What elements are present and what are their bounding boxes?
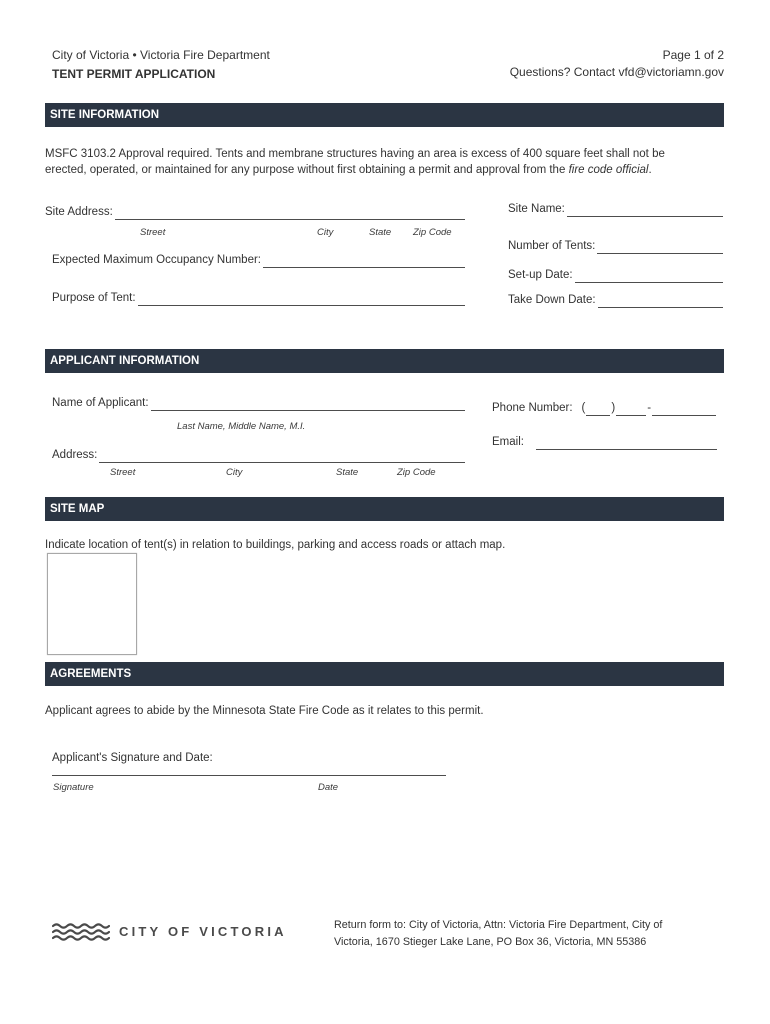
site-name-row <box>508 201 723 217</box>
phone-number-label: Phone Number: <box>492 402 573 414</box>
applicant-address-zip-caption: Zip Code <box>397 467 436 478</box>
purpose-input[interactable] <box>138 291 465 306</box>
takedown-date-input[interactable] <box>598 293 723 308</box>
site-address-state-caption: State <box>369 227 392 238</box>
site-address-zip-caption: Zip Code <box>413 227 452 238</box>
site-map-instruction: Indicate location of tent(s) in relation to buildings, parking and access roads or attach map. <box>45 539 506 551</box>
applicant-name-row <box>52 395 465 411</box>
section-heading: SITE MAP <box>50 503 105 515</box>
signature-label: Applicant's Signature and Date: <box>52 752 213 764</box>
approval-notice-line-2 <box>45 162 652 178</box>
max-occupancy-input[interactable] <box>263 253 465 268</box>
applicant-name-input[interactable] <box>151 396 465 411</box>
applicant-address-input[interactable] <box>99 448 465 463</box>
number-of-tents-row <box>508 238 723 254</box>
site-map-section-header <box>45 497 724 521</box>
signature-caption: Signature <box>53 782 94 793</box>
site-name-label: Site Name: <box>508 203 565 215</box>
agreement-statement: Applicant agrees to abide by the Minnesota State Fire Code as it relates to this permit. <box>45 705 484 717</box>
section-heading: APPLICANT INFORMATION <box>50 355 200 367</box>
contact-info: Questions? Contact vfd@victoriamn.gov <box>509 65 724 79</box>
email-input[interactable] <box>536 435 717 450</box>
site-address-label: Site Address: <box>45 206 113 218</box>
applicant-address-label: Address: <box>52 449 98 461</box>
notice-text: erected, operated, or maintained for any purpose without first obtaining a permit and approval from the <box>45 164 569 176</box>
approval-notice-line-1: MSFC 3103.2 Approval required. Tents and membrane structures having an area is excess of 400 square feet shall not be <box>45 148 665 160</box>
email-label: Email: <box>492 436 524 448</box>
setup-date-input[interactable] <box>575 268 723 283</box>
phone-area-code-input[interactable] <box>586 401 610 416</box>
section-heading: SITE INFORMATION <box>50 109 160 121</box>
notice-period: . <box>648 164 652 176</box>
phone-prefix-input[interactable] <box>616 401 646 416</box>
applicant-name-caption: Last Name, Middle Name, M.I. <box>177 421 306 432</box>
fire-code-official-emphasis: fire code official <box>568 164 649 176</box>
site-information-section-header <box>45 103 724 127</box>
number-of-tents-label: Number of Tents: <box>508 240 596 252</box>
phone-close-paren: ) <box>611 402 616 414</box>
city-of-victoria-wordmark: CITY OF VICTORIA <box>119 924 287 939</box>
max-occupancy-label: Expected Maximum Occupancy Number: <box>52 254 261 266</box>
page-indicator: Page 1 of 2 <box>662 48 724 62</box>
setup-date-row <box>508 267 723 283</box>
site-address-street-caption: Street <box>140 227 166 238</box>
purpose-label: Purpose of Tent: <box>52 292 136 304</box>
setup-date-label: Set-up Date: <box>508 269 573 281</box>
agreements-section-header <box>45 662 724 686</box>
number-of-tents-input[interactable] <box>597 239 723 254</box>
organization-name: City of Victoria • Victoria Fire Department <box>52 48 270 62</box>
date-caption: Date <box>318 782 339 793</box>
phone-number-row <box>492 400 716 416</box>
purpose-row <box>52 290 465 306</box>
wave-lines-icon <box>52 922 110 941</box>
applicant-address-row <box>52 447 465 463</box>
applicant-name-label: Name of Applicant: <box>52 397 149 409</box>
signature-date-input[interactable] <box>52 761 446 776</box>
applicant-information-section-header <box>45 349 724 373</box>
site-map-attachment-box[interactable] <box>47 553 137 655</box>
takedown-date-label: Take Down Date: <box>508 294 596 306</box>
takedown-date-row <box>508 292 723 308</box>
applicant-address-city-caption: City <box>226 467 243 478</box>
section-heading: AGREEMENTS <box>50 668 132 680</box>
applicant-address-state-caption: State <box>336 467 359 478</box>
email-row <box>492 434 717 450</box>
site-address-city-caption: City <box>317 227 334 238</box>
form-title: TENT PERMIT APPLICATION <box>52 67 216 81</box>
site-address-input[interactable] <box>115 205 465 220</box>
return-address-line-1: Return form to: City of Victoria, Attn: Victoria Fire Department, City of <box>334 919 663 931</box>
phone-open-paren: ( <box>581 402 586 414</box>
site-address-row <box>45 204 465 220</box>
phone-line-number-input[interactable] <box>652 401 716 416</box>
max-occupancy-row <box>52 252 465 268</box>
site-name-input[interactable] <box>567 202 723 217</box>
phone-dash: - <box>647 402 652 414</box>
return-address-line-2: Victoria, 1670 Stieger Lake Lane, PO Box 36, Victoria, MN 55386 <box>334 936 647 948</box>
applicant-address-street-caption: Street <box>110 467 136 478</box>
